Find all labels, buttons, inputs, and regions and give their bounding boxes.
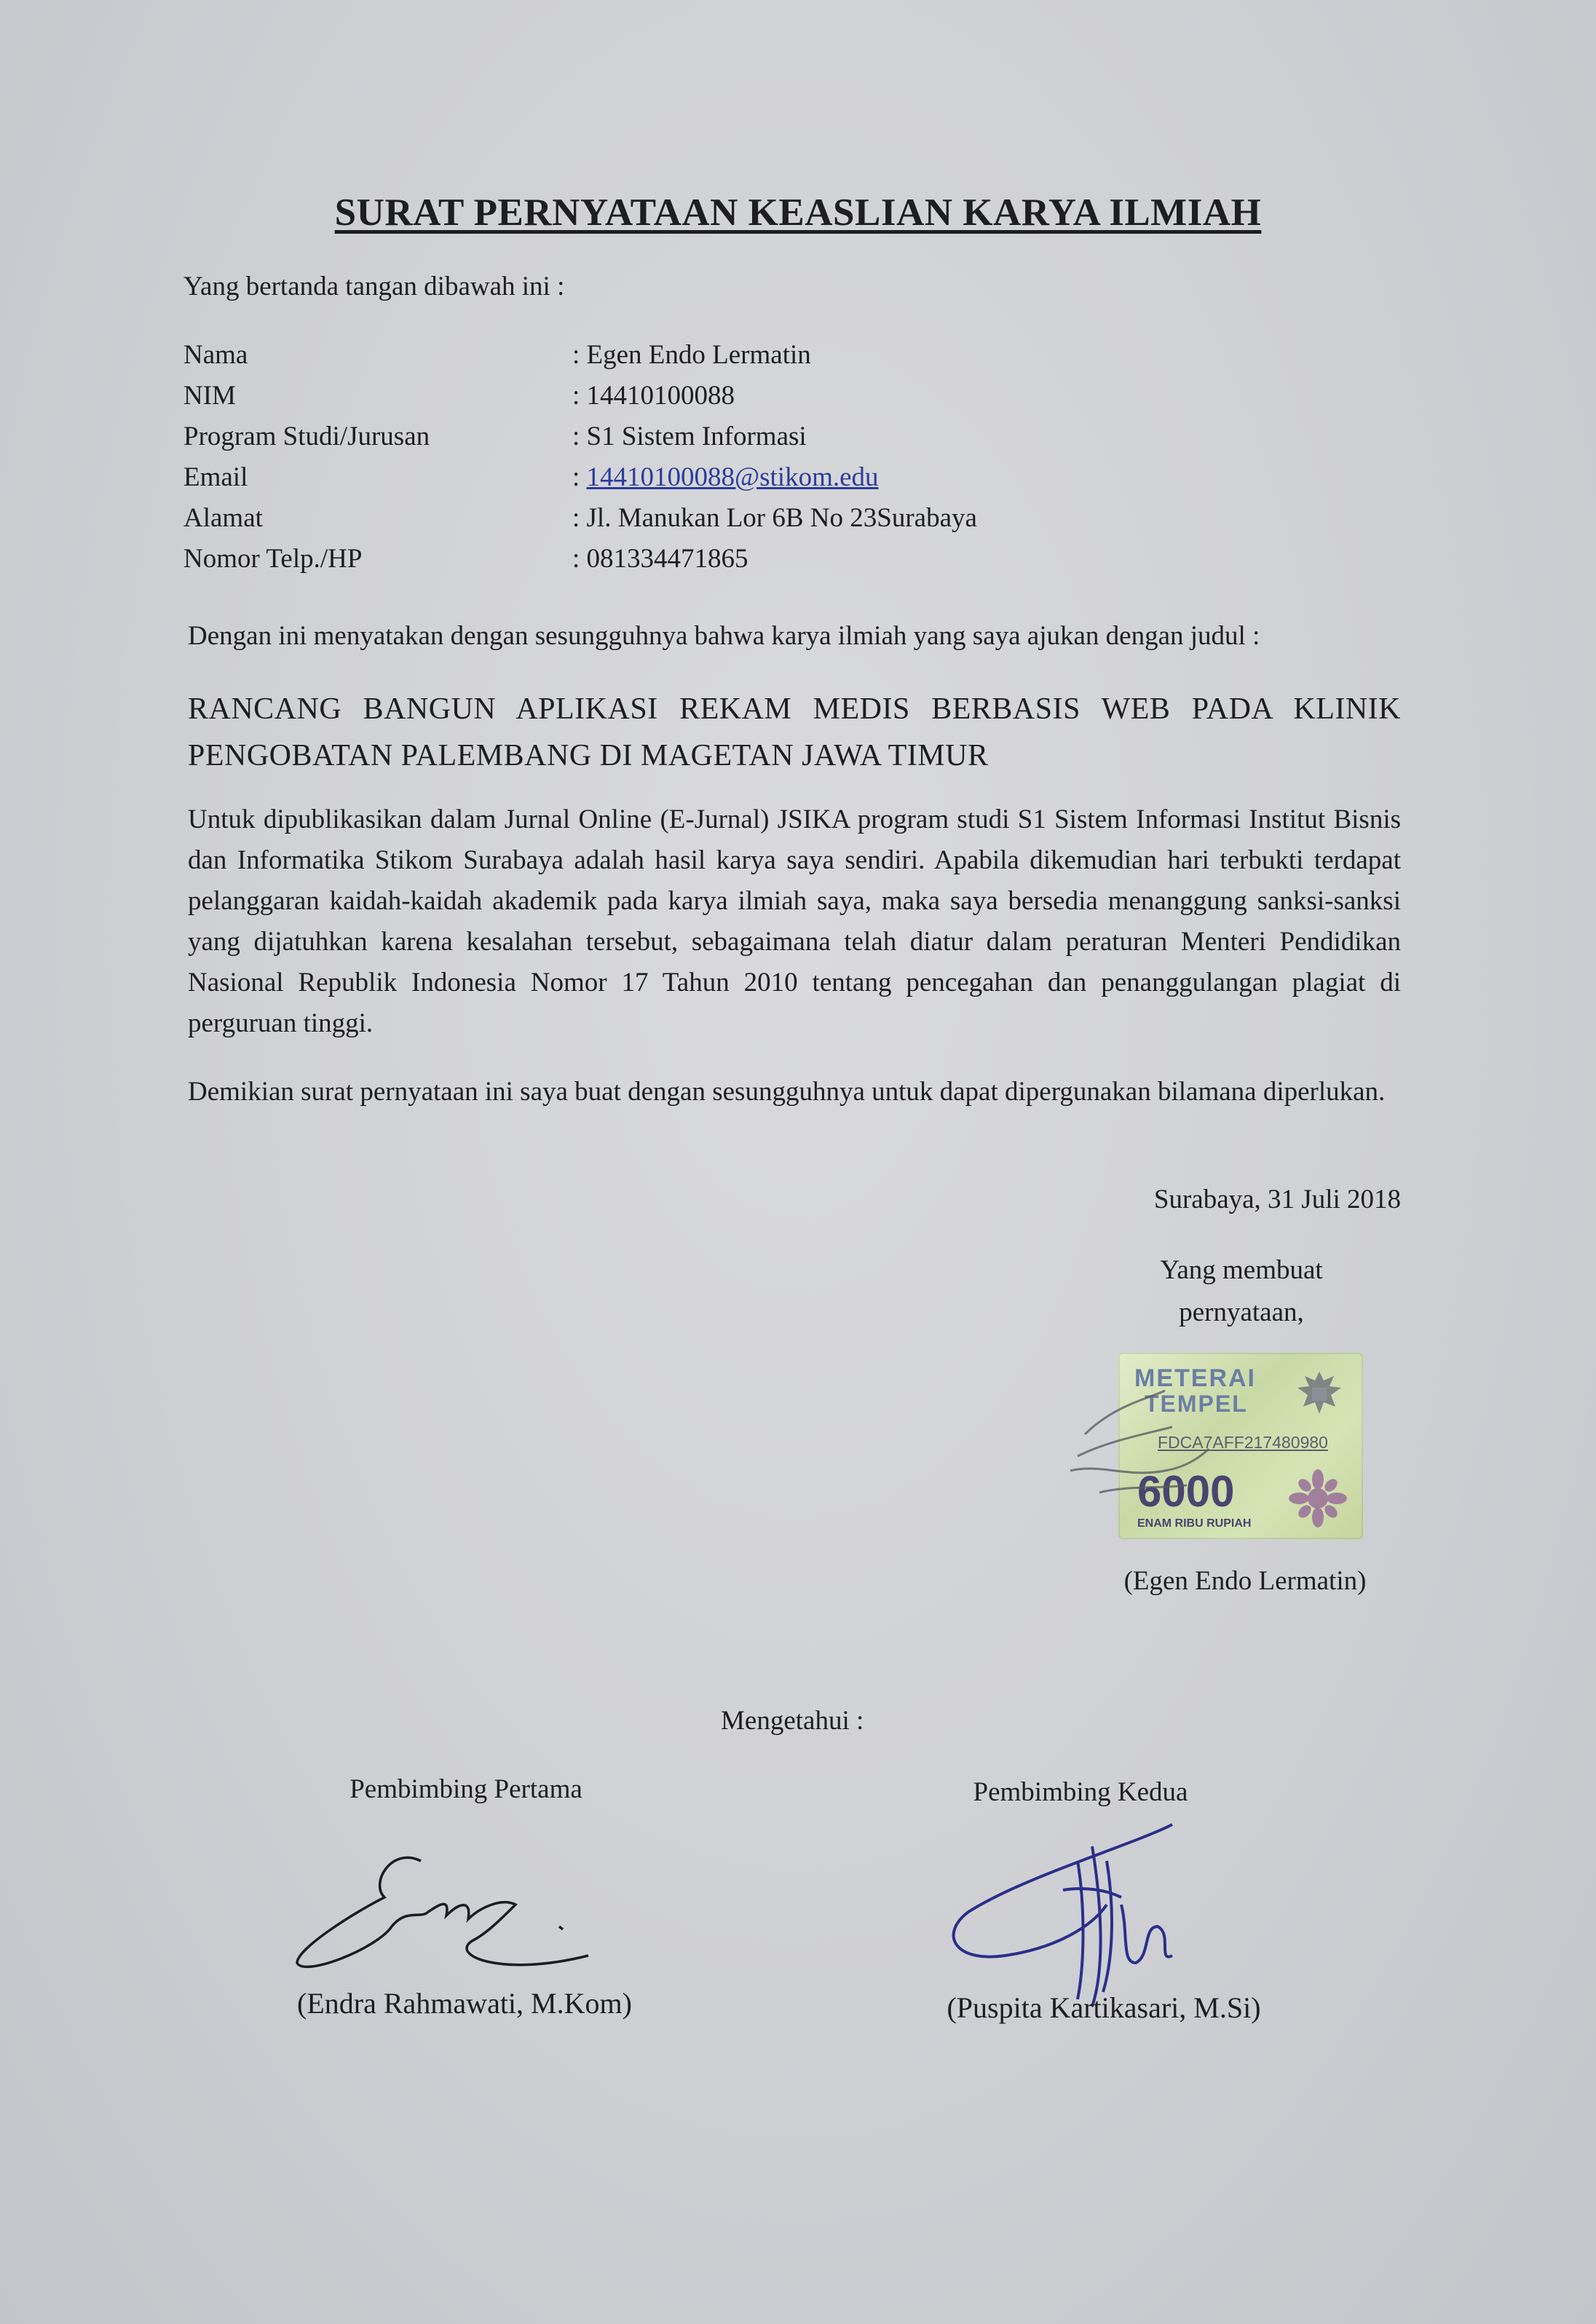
paragraph-closing: Demikian surat pernyataan ini saya buat dengan sesungguhnya untuk dapat dipergunakan bilamana diperlukan. (188, 1077, 1386, 1107)
field-value: : 14410100088 (572, 381, 735, 411)
field-label: Nama (183, 340, 248, 370)
advisor1-role: Pembimbing Pertama (349, 1774, 582, 1804)
intro-text: Yang bertanda tangan dibawah ini : (183, 272, 565, 301)
stamp-line1: METERAI (1134, 1364, 1256, 1392)
maker-signature (1056, 1347, 1245, 1507)
maker-name: (Egen Endo Lermatin) (1123, 1566, 1367, 1596)
field-label: Alamat (183, 503, 263, 533)
work-title: RANCANG BANGUN APLIKASI REKAM MEDIS BERBASIS WEB PADA KLINIK PENGOBATAN PALEMBANG DI MAGETAN JAWA TIMUR (188, 692, 1401, 772)
advisor1-signature (283, 1839, 617, 1992)
field-label: NIM (183, 381, 236, 411)
field-label: Program Studi/Jurusan (183, 422, 430, 451)
acknowledged-label: Mengetahui : (721, 1706, 864, 1736)
maker-caption (1107, 1249, 1376, 1334)
field-value (572, 462, 879, 493)
field-label: Email (183, 462, 248, 492)
field-value: : Jl. Manukan Lor 6B No 23Surabaya (572, 503, 977, 533)
advisor2-name: (Puspita Kartikasari, M.Si) (947, 1991, 1261, 2024)
email-link[interactable]: 14410100088@stikom.edu (586, 462, 879, 492)
security-pattern-icon (1283, 1469, 1353, 1527)
maker-caption-line1: Yang membuat (1160, 1255, 1323, 1285)
field-value: : S1 Sistem Informasi (572, 422, 807, 451)
field-value: : 081334471865 (572, 544, 748, 574)
document-title: SURAT PERNYATAAN KEASLIAN KARYA ILMIAH (334, 191, 1262, 234)
field-label: Nomor Telp./HP (183, 544, 363, 574)
field-value: : Egen Endo Lermatin (572, 340, 811, 370)
garuda-emblem-icon (1290, 1366, 1348, 1424)
paragraph-declaration: Untuk dipublikasikan dalam Jurnal Online (E-Jurnal) JSIKA program studi S1 Sistem Informasi Institut Bisnis dan Informatika Stikom Surabaya adalah hasil karya saya sendiri. Apabila dikemudian hari terbukti terdapat pelanggaran kaidah-kaidah akademik pada karya ilmiah saya, maka saya bersedia menanggung sanksi-sanksi yang dijatuhkan karena kesalahan tersebut, sebagaimana telah diatur dalam peraturan Menteri Pendidikan Nasional Republik Indonesia Nomor 17 Tahun 2010 tentang pencegahan dan penanggulangan plagiat di perguruan tinggi. (188, 805, 1401, 1038)
stamp-line2: TEMPEL (1145, 1391, 1248, 1417)
stamp-words: ENAM RIBU RUPIAH (1137, 1517, 1252, 1530)
advisor1-name: (Endra Rahmawati, M.Kom) (297, 1987, 632, 2020)
statement-text: Dengan ini menyatakan dengan sesungguhnya bahwa karya ilmiah yang saya ajukan dengan judul : (188, 621, 1260, 651)
stamp-serial: FDCA7AFF217480980 (1158, 1433, 1328, 1452)
place-date: Surabaya, 31 Juli 2018 (1153, 1185, 1401, 1214)
advisor2-signature (939, 1817, 1230, 2007)
maker-caption-line2: pernyataan, (1179, 1297, 1304, 1327)
advisor2-role: Pembimbing Kedua (973, 1777, 1188, 1807)
stamp-value: 6000 (1137, 1467, 1235, 1516)
email-prefix: : (572, 462, 587, 492)
